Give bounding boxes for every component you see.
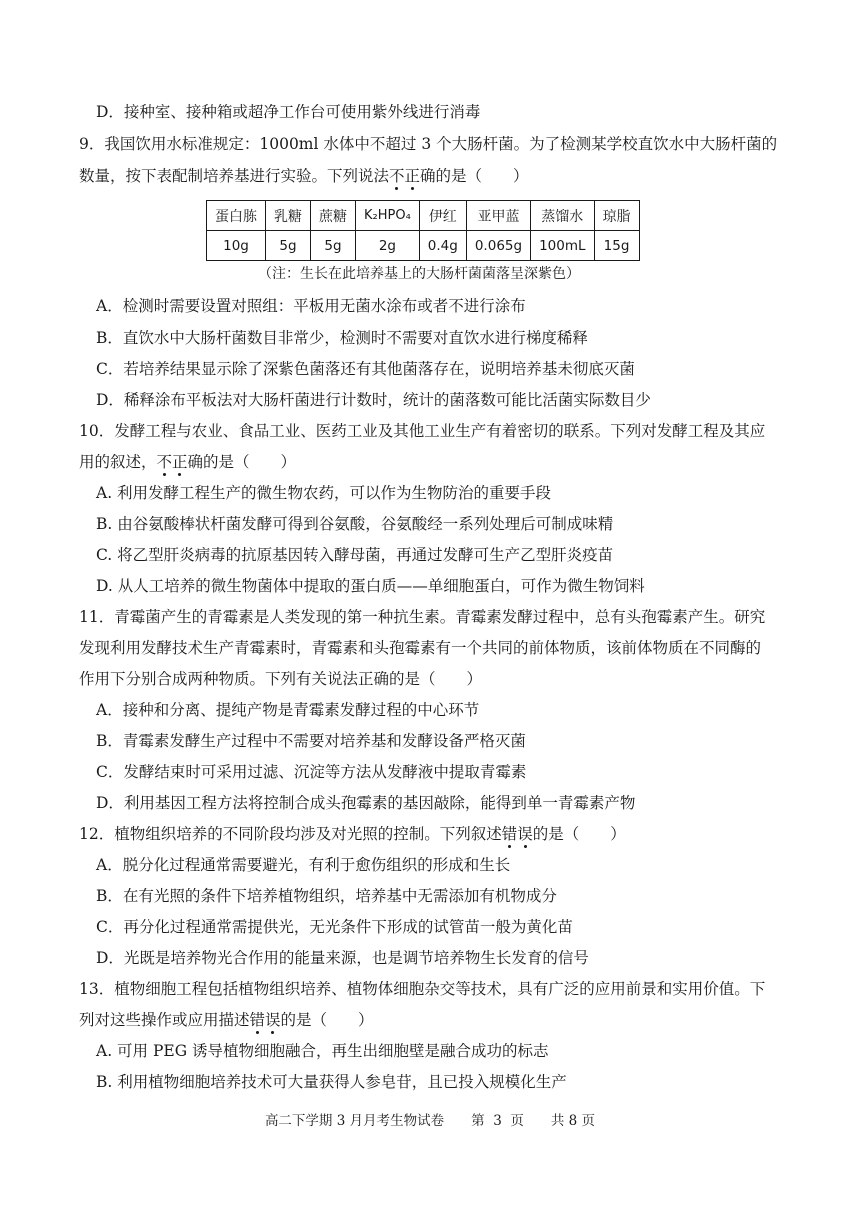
q12-option-c: C．再分化过程通常需提供光，无光条件下形成的试管苗一般为黄化苗 — [96, 918, 573, 936]
table-cell: 2g — [356, 231, 420, 261]
table-header-cell: 亚甲蓝 — [466, 201, 530, 231]
q10-option-c: C. 将乙型肝炎病毒的抗原基因转入酵母菌，再通过发酵可生产乙型肝炎疫苗 — [96, 546, 614, 564]
q8-option-d: D．接种室、接种箱或超净工作台可使用紫外线进行消毒 — [96, 103, 481, 121]
q13-stem-line2: 列对这些操作或应用描述错误的是（ ） — [79, 1011, 374, 1029]
q11-option-c: C．发酵结束时可采用过滤、沉淀等方法从发酵液中提取青霉素 — [96, 763, 527, 781]
q13-stem-line1: 13．植物细胞工程包括植物组织培养、植物体细胞杂交等技术，具有广泛的应用前景和实用价值。下 — [79, 980, 766, 998]
q13-option-a: A. 可用 PEG 诱导植物细胞融合，再生出细胞壁是融合成功的标志 — [96, 1042, 549, 1060]
q10-stem-line1: 10．发酵工程与农业、食品工业、医药工业及其他工业生产有着密切的联系。下列对发酵工程及其应 — [79, 422, 766, 440]
table-header-cell: 乳糖 — [266, 201, 311, 231]
table-row — [207, 231, 640, 261]
q11-option-d: D．利用基因工程方法将控制合成头孢霉素的基因敲除，能得到单一青霉素产物 — [96, 794, 636, 812]
medium-recipe-table — [206, 200, 640, 261]
table-header-cell: 琼脂 — [594, 201, 639, 231]
table-header-cell: 蒸馏水 — [531, 201, 594, 231]
q11-option-b: B．青霉素发酵生产过程中不需要对培养基和发酵设备严格灭菌 — [96, 732, 526, 750]
q10-option-a: A. 利用发酵工程生产的微生物农药，可以作为生物防治的重要手段 — [96, 484, 552, 502]
emphasis-dot-char: 误 — [265, 1011, 281, 1029]
table-cell: 0.065g — [466, 231, 530, 261]
table-cell: 5g — [311, 231, 356, 261]
q9-option-b: B．直饮水中大肠杆菌数目非常少，检测时不需要对直饮水进行梯度稀释 — [96, 329, 588, 347]
emphasis-dot-char: 不 — [156, 453, 173, 471]
q9-option-d: D．稀释涂布平板法对大肠杆菌进行计数时，统计的菌落数可能比活菌实际数目少 — [96, 391, 651, 409]
q10-stem-line2: 用的叙述，不正确的是（ ） — [79, 453, 297, 471]
q12-option-a: A．脱分化过程通常需要避光，有利于愈伤组织的形成和生长 — [96, 856, 511, 874]
table-header-cell: 伊红 — [419, 201, 466, 231]
table-header-cell: 蔗糖 — [311, 201, 356, 231]
q12-option-b: B．在有光照的条件下培养植物组织，培养基中无需添加有机物成分 — [96, 887, 557, 905]
table-header-cell: K₂HPO₄ — [356, 201, 420, 231]
q11-option-a: A．接种和分离、提纯产物是青霉素发酵过程的中心环节 — [96, 701, 480, 719]
page-footer: 高二下学期 3 月月考生物试卷 第 3 页 共 8 页 — [264, 1113, 596, 1129]
q12-option-d: D．光既是培养物光合作用的能量来源，也是调节培养物生长发育的信号 — [96, 949, 589, 967]
q9-stem-line2: 数量，按下表配制培养基进行实验。下列说法不正确的是（ ） — [79, 167, 529, 185]
q10-option-d: D. 从人工培养的微生物菌体中提取的蛋白质——单细胞蛋白，可作为微生物饲料 — [96, 577, 645, 595]
q9-stem-line1: 9．我国饮用水标准规定：1000ml 水体中不超过 3 个大肠杆菌。为了检测某学校直饮水中大肠杆菌的 — [79, 135, 778, 153]
q13-option-b: B. 利用植物细胞培养技术可大量获得人参皂苷，且已投入规模化生产 — [96, 1073, 567, 1091]
table-cell: 10g — [207, 231, 266, 261]
q9-option-c: C．若培养结果显示除了深紫色菌落还有其他菌落存在，说明培养基未彻底灭菌 — [96, 360, 635, 378]
table-header-cell: 蛋白胨 — [207, 201, 266, 231]
emphasis-dot-char: 错 — [249, 1011, 266, 1029]
table-cell: 100mL — [531, 231, 594, 261]
q11-stem-line3: 作用下分别合成两种物质。下列有关说法正确的是（ ） — [79, 670, 483, 688]
emphasis-dot-char: 正 — [172, 453, 188, 471]
q11-stem-line1: 11．青霉菌产生的青霉素是人类发现的第一种抗生素。青霉素发酵过程中，总有头孢霉素产生。研究 — [79, 608, 766, 626]
emphasis-dot-char: 不 — [389, 167, 405, 185]
emphasis-dot-char: 误 — [517, 825, 533, 843]
q12-stem: 12．植物组织培养的不同阶段均涉及对光照的控制。下列叙述错误的是（ ） — [79, 825, 626, 843]
q11-stem-line2: 发现利用发酵技术生产青霉素时，青霉素和头孢霉素有一个共同的前体物质，该前体物质在不同酶的 — [79, 639, 762, 657]
q10-option-b: B. 由谷氨酸棒状杆菌发酵可得到谷氨酸，谷氨酸经一系列处理后可制成味精 — [96, 515, 614, 533]
table-note: （注：生长在此培养基上的大肠杆菌菌落呈深紫色） — [258, 266, 580, 282]
emphasis-dot-char: 正 — [404, 167, 421, 185]
table-cell: 15g — [594, 231, 639, 261]
emphasis-dot-char: 错 — [501, 825, 518, 843]
table-header-row — [207, 201, 640, 231]
table-cell: 0.4g — [419, 231, 466, 261]
table-cell: 5g — [266, 231, 311, 261]
q9-option-a: A．检测时需要设置对照组：平板用无菌水涂布或者不进行涂布 — [96, 297, 526, 315]
